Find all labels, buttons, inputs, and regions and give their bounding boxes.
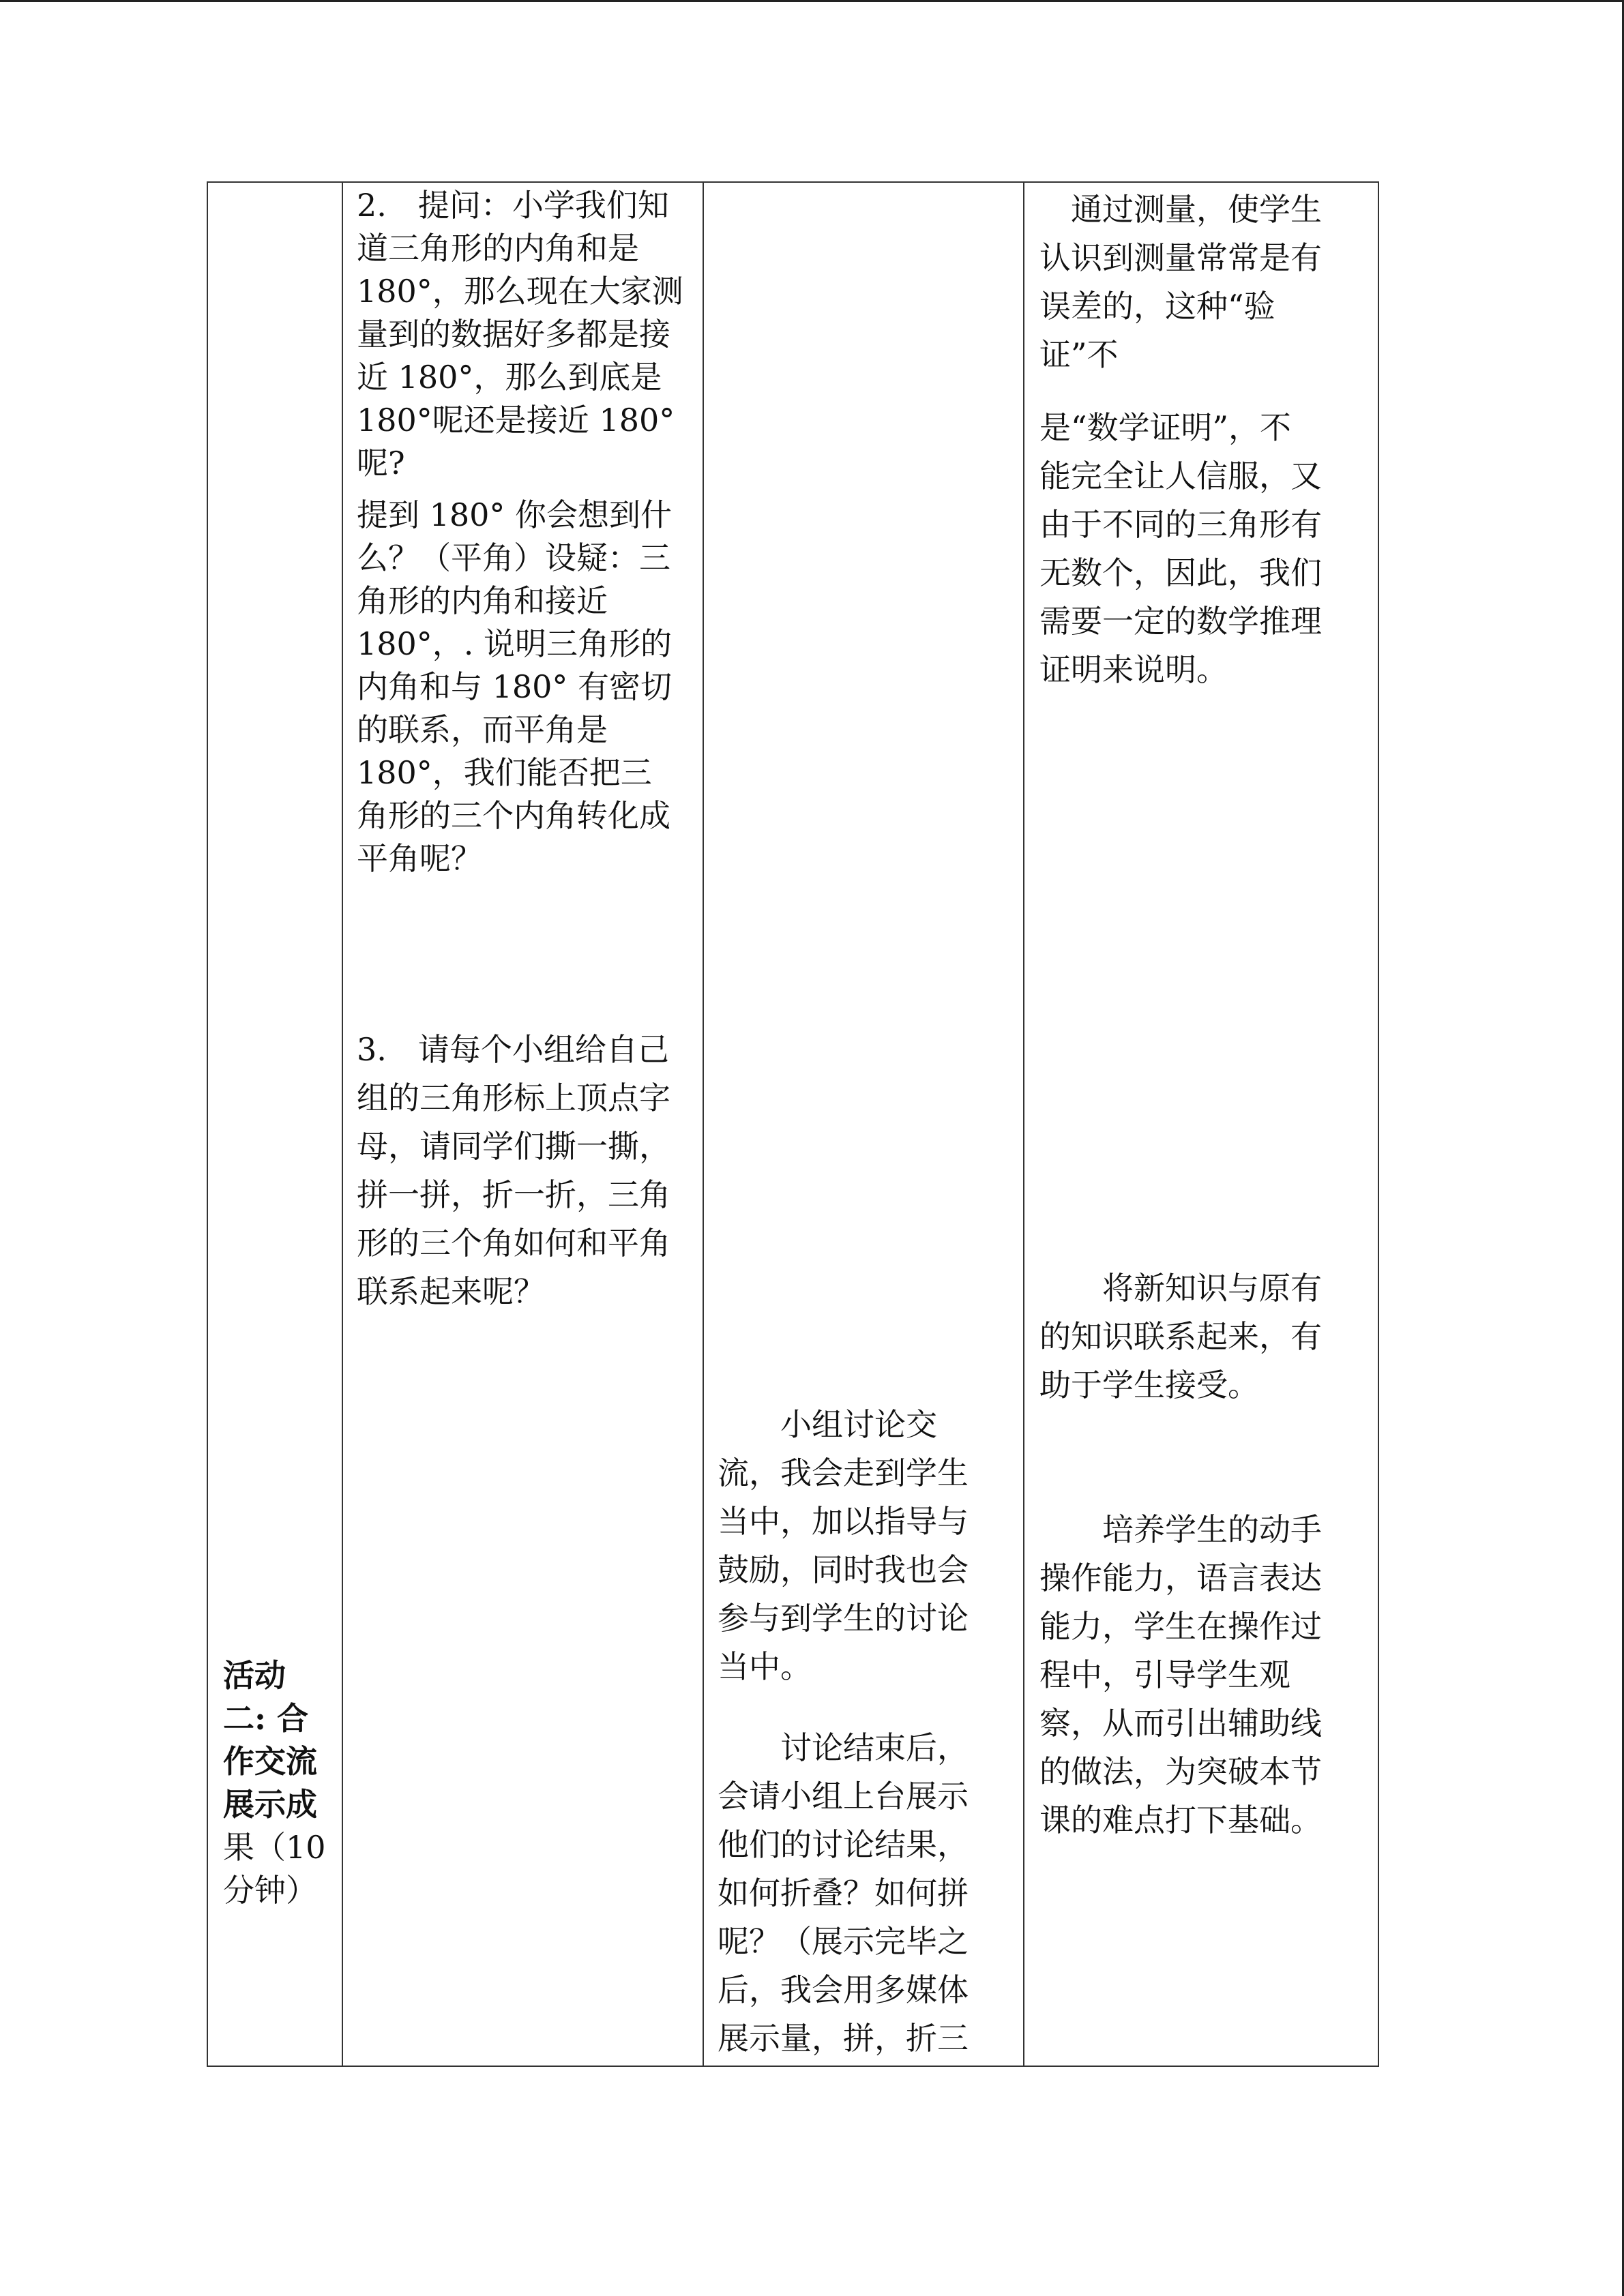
intent-measurement-block — [1039, 185, 1374, 379]
text-line: 能完全让人信服，又 — [1039, 458, 1322, 494]
text-line: 180°，我们能否把三 — [357, 754, 652, 791]
text-line: 将新知识与原有 — [1039, 1270, 1322, 1307]
activity-label-line: 果（10 — [223, 1829, 326, 1866]
text-line: 当中，加以指导与 — [718, 1503, 969, 1540]
text-line: 证”不 — [1039, 336, 1119, 373]
activity-label-line: 分钟） — [223, 1872, 317, 1909]
text-line: 的联系，而平角是 — [357, 711, 608, 748]
text-line: 由于不同的三角形有 — [1039, 506, 1322, 543]
activity-label — [223, 1654, 339, 1912]
text-line: 流，我会走到学生 — [718, 1455, 969, 1491]
text-line: 180°，. 说明三角形的 — [357, 625, 673, 662]
intent-knowledge-block — [1039, 1264, 1374, 1410]
text-line: 180°，那么现在大家测 — [357, 273, 683, 310]
text-line: 当中。 — [718, 1648, 812, 1685]
table-row — [207, 182, 1378, 2066]
text-line: 内角和与 180° 有密切 — [357, 668, 673, 705]
activity-cell — [207, 182, 342, 2066]
text-line: 呢? — [357, 445, 405, 481]
student-activity-cell — [703, 182, 1024, 2066]
lesson-plan-table — [207, 181, 1379, 2067]
teacher-activity-cell — [342, 182, 703, 2066]
activity-label-line: 活动 — [223, 1657, 286, 1694]
text-line: 母，请同学们撕一撕， — [357, 1128, 670, 1165]
text-line: 无数个，因此，我们 — [1039, 554, 1322, 591]
text-line: 拼一拼，折一折，三角 — [357, 1176, 670, 1213]
text-line: 180°呢还是接近 180° — [357, 402, 675, 438]
design-intent-cell — [1024, 182, 1378, 2066]
text-line: 助于学生接受。 — [1039, 1367, 1259, 1403]
text-line: 培养学生的动手 — [1039, 1511, 1322, 1548]
text-line: 证明来说明。 — [1039, 651, 1228, 688]
text-line: 误差的，这种“验 — [1039, 288, 1275, 325]
text-line: 3. 请每个小组给自己 — [357, 1031, 669, 1068]
text-line: 呢？（展示完毕之 — [718, 1923, 969, 1960]
text-line: 通过测量，使学生 — [1039, 191, 1322, 228]
text-line: 展示量，拼，折三 — [718, 2020, 969, 2057]
intent-skills-block — [1039, 1506, 1374, 1845]
text-line: 是“数学证明”，不 — [1039, 409, 1292, 446]
teacher-question-block — [357, 184, 698, 485]
text-line: 他们的讨论结果， — [718, 1826, 969, 1863]
text-line: 的做法，为突破本节 — [1039, 1753, 1322, 1790]
text-line: 角形的三个内角转化成 — [357, 797, 670, 834]
text-line: 会请小组上台展示 — [718, 1778, 969, 1815]
text-line: 小组讨论交 — [718, 1406, 937, 1443]
text-line: 讨论结束后， — [718, 1729, 969, 1766]
text-line: 平角呢？ — [357, 840, 482, 877]
text-line: 角形的内角和接近 — [357, 582, 608, 619]
text-line: 需要一定的数学推理 — [1039, 603, 1322, 640]
text-line: 提到 180° 你会想到什 — [357, 496, 673, 533]
text-line: 量到的数据好多都是接 — [357, 316, 670, 353]
text-line: 程中，引导学生观 — [1039, 1656, 1290, 1693]
text-line: 操作能力，语言表达 — [1039, 1560, 1322, 1596]
text-line: 的知识联系起来，有 — [1039, 1318, 1322, 1355]
text-line: 联系起来呢？ — [357, 1273, 545, 1310]
teacher-task-block — [357, 1026, 698, 1316]
text-line: 能力，学生在操作过 — [1039, 1608, 1322, 1645]
intent-proof-block — [1039, 404, 1374, 694]
text-line: 认识到测量常常是有 — [1039, 239, 1322, 276]
text-line: 道三角形的内角和是 — [357, 230, 639, 267]
student-discussion-block — [718, 1401, 1018, 1691]
teacher-question-followup — [357, 494, 698, 880]
text-line: 参与到学生的讨论 — [718, 1600, 969, 1637]
student-presentation-block — [718, 1724, 1018, 2063]
text-line: 2. 提问：小学我们知 — [357, 187, 669, 224]
page-top-border — [0, 0, 1624, 2]
activity-label-line: 展示成 — [223, 1786, 317, 1823]
activity-label-line: 二: 合 — [223, 1700, 308, 1737]
text-line: 鼓励，同时我也会 — [718, 1551, 969, 1588]
text-line: 组的三角形标上顶点字 — [357, 1079, 670, 1116]
activity-label-line: 作交流 — [223, 1743, 317, 1780]
text-line: 近 180°，那么到底是 — [357, 359, 662, 396]
text-line: 形的三个角如何和平角 — [357, 1225, 670, 1262]
text-line: 课的难点打下基础。 — [1039, 1802, 1322, 1838]
text-line: 察，从而引出辅助线 — [1039, 1705, 1322, 1742]
text-line: 如何折叠？如何拼 — [718, 1875, 969, 1911]
text-line: 么？（平角）设疑：三 — [357, 539, 670, 576]
text-line: 后，我会用多媒体 — [718, 1971, 969, 2008]
